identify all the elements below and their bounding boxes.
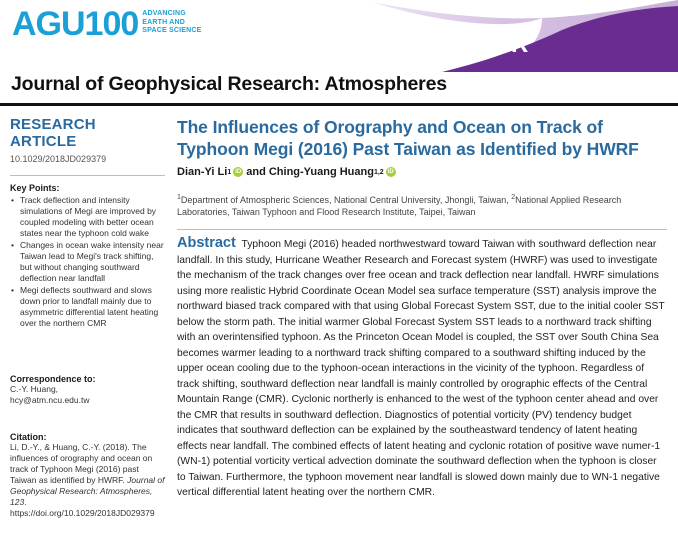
affil-1-text: Department of Atmospheric Sciences, National Central University, Jhongli, Taiwan, — [180, 195, 512, 205]
correspondence-heading: Correspondence to: — [10, 374, 96, 384]
orcid-icon[interactable]: iD — [235, 169, 242, 175]
citation-journal: Journal of Geophysical Research: Atmospheres, 123 — [10, 475, 165, 507]
logo-tagline-line-1: ADVANCING — [142, 10, 186, 17]
journal-title: Journal of Geophysical Research: Atmospheres — [11, 73, 447, 95]
key-points-list — [10, 195, 165, 329]
key-point-item — [10, 240, 165, 284]
header-banner — [0, 0, 678, 95]
doi-link[interactable]: 10.1029/2018JD029379 — [10, 154, 107, 164]
sidebar-divider — [10, 175, 165, 176]
affiliations — [177, 192, 667, 218]
citation-heading: Citation: — [10, 432, 47, 442]
author-1-affil-sup: 1 — [227, 168, 232, 176]
article-title: The Influences of Orography and Ocean on Track of Typhoon Megi (2016) Past Taiwan as Identified by HWRF — [177, 117, 639, 159]
sidebar — [10, 116, 165, 519]
jgr-badge[interactable]: JGR — [477, 31, 530, 58]
header-divider — [0, 103, 678, 106]
key-point-item — [10, 285, 165, 329]
abstract-divider — [177, 229, 667, 230]
bullet-icon: • — [11, 195, 14, 205]
affil-2-sup: 2 — [511, 194, 516, 201]
author-2-affil-sup: 1,2 — [373, 168, 384, 176]
logo-tagline-line-3: SPACE SCIENCE — [142, 27, 202, 34]
abstract-text: Typhoon Megi (2016) headed northwestward toward Taiwan with southward deflection near landfall. In this study, Hurricane Weather Research and Forecast system (HWRF) was used to investigate the mechanism of the track changes over free ocean and track deflection near landfall. HWRF simulations using more realistic Hybrid Coordinate Ocean Model sea surface temperature (SST) analysis improve the northward biased track compared with that using Global Forecast System SST, due to the initial cooler SST below the storm path. The initial warmer Global Forecast System SST leads to a northward track shifting with an overintensified typhoon. As the Princeton Ocean Model is coupled, the SST over South China Sea becomes warmer leading to a northward track shifting compared to a southward shifting induced by the upper ocean cooling due to the typhoon-ocean interactions in the vicinity of the typhoon. Regardless of track shifting, southward deflection near landfall is mainly controlled by orographic effects of the Central Mountain Range (CMR). Cyclonic northerly is enhanced to the west of the typhoon center ahead and over the CMR that results in southward deflection. Diagnostics of potential vorticity (PV) tendency budget indicates that southward deflection can be explained by the southeastward tendency of latent heating effects near landfall. The combined effects of latent heating and cyclonic rotation of positive wave numer-1 (WN-1) potential vorticity vertical advection dominate the southward deflection when the typhoon is closer to Taiwan. Furthermore, the typhoon movement near landfall is slowed down mainly due to WN-1 negative vertical differential latent heating over the northern CMR. — [177, 239, 665, 498]
correspondence-email[interactable]: hcy@atm.ncu.edu.tw — [10, 395, 90, 405]
key-point-item — [10, 195, 165, 239]
article-main — [177, 116, 667, 501]
bullet-icon: • — [11, 240, 14, 250]
key-point-text: Changes in ocean wake intensity near Taiwan lead to Megi's track shifting, but without changing southward deflection near landfall — [20, 240, 164, 283]
bullet-icon: • — [11, 285, 14, 295]
abstract — [177, 236, 667, 501]
logo-tagline — [142, 10, 201, 36]
affil-1-sup: 1 — [177, 194, 181, 201]
logo-tagline-line-2: EARTH AND — [142, 18, 186, 26]
logo-main-text: AGU100 — [12, 5, 139, 43]
agu100-logo[interactable] — [12, 7, 202, 41]
author-2-name[interactable]: and Ching-Yuang Huang — [246, 166, 374, 178]
article-type: RESEARCH ARTICLE — [10, 116, 96, 150]
orcid-icon[interactable]: iD — [387, 169, 394, 175]
author-1-name[interactable]: Dian-Yi Li — [177, 166, 228, 178]
abstract-label: Abstract — [177, 235, 236, 251]
key-point-text: Megi deflects southward and slows down prior to landfall mainly due to asymmetric differential latent heating over the northern CMR — [20, 285, 159, 328]
correspondence-name: C.-Y. Huang, — [10, 384, 59, 394]
citation-doi[interactable]: . https://doi.org/10.1029/2018JD029379 — [10, 497, 155, 518]
author-line — [177, 166, 667, 178]
affil-2-text: National Applied Research Laboratories, Taiwan Typhoon and Flood Research Institute, Taipei, Taiwan — [177, 195, 622, 217]
key-point-text: Track deflection and intensity simulations of Megi are improved by coupled modeling with better ocean states near the typhoon cold wake — [20, 195, 157, 238]
citation-text — [10, 442, 165, 519]
citation-text-part-1: Li, D.-Y., & Huang, C.-Y. (2018). The influences of orography and ocean on track of Typhoon Megi (2016) past Taiwan as identified by HWRF. — [10, 442, 153, 485]
key-points-heading: Key Points: — [10, 183, 60, 193]
